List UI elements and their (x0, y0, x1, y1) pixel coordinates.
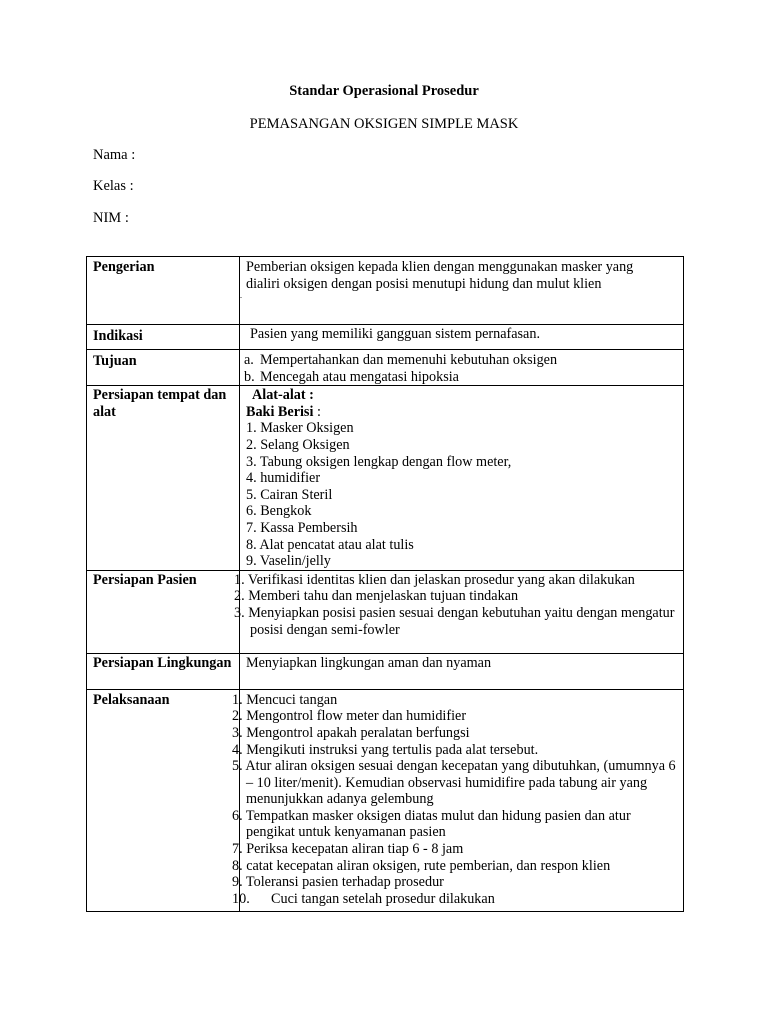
list-item-text: Mempertahankan dan memenuhi kebutuhan oksigen (260, 352, 558, 368)
pasien-list (234, 571, 678, 638)
list-marker: b. (244, 368, 255, 385)
list-item-text: Mencegah atau mengatasi hipoksia (260, 368, 459, 385)
list-item: 1. Mencuci tangan (232, 691, 338, 708)
list-item: 8. Alat pencatat atau alat tulis (246, 536, 414, 553)
row-content-indikasi (240, 325, 684, 350)
list-item: 4. humidifier (246, 470, 321, 487)
document-title: Standar Operasional Prosedur (289, 83, 479, 99)
pelaksanaan-list (232, 691, 678, 908)
list-item: 9. Toleransi pasien terhadap prosedur (232, 874, 444, 891)
row-content-pengertian (240, 257, 684, 325)
list-item: 6. Bengkok (246, 503, 312, 520)
row-label-pengertian: Pengerian (87, 257, 240, 325)
list-item: 4. Mengikuti instruksi yang tertulis pada alat tersebut. (232, 741, 539, 758)
pengertian-text: Pemberian oksigen kepada klien dengan menggunakan masker yang dialiri oksigen dengan posisi menutupi hidung dan mulut klien (246, 259, 634, 292)
table-row (87, 350, 684, 386)
list-item: 1. Masker Oksigen (246, 420, 354, 437)
list-item: 8. catat kecepatan aliran oksigen, rute pemberian, dan respon klien (232, 857, 611, 874)
pengertian-dot: . (240, 291, 242, 301)
list-item: 2. Selang Oksigen (246, 436, 350, 453)
list-item (244, 368, 678, 386)
alat-list (246, 420, 678, 569)
row-label-persiapan-lingkungan: Persiapan Lingkungan (87, 653, 240, 689)
list-item: 3. Tabung oksigen lengkap dengan flow meter, (246, 453, 512, 470)
table-row (87, 386, 684, 571)
row-label-pelaksanaan: Pelaksanaan (87, 689, 240, 911)
lingkungan-text: Menyiapkan lingkungan aman dan nyaman (246, 654, 492, 671)
row-content-pelaksanaan (232, 689, 684, 911)
table-row (87, 325, 684, 350)
list-item: 6. Tempatkan masker oksigen diatas mulut dan hidung pasien dan atur pengikat untuk kenyamanan pasien (232, 807, 631, 841)
baki-colon: : (313, 403, 321, 420)
baki-berisi (246, 404, 678, 421)
list-item: 7. Periksa kecepatan aliran tiap 6 - 8 jam (232, 841, 464, 858)
document-subtitle: PEMASANGAN OKSIGEN SIMPLE MASK (249, 116, 519, 132)
baki-subheading: Baki Berisi (246, 403, 314, 420)
row-label-tujuan: Tujuan (87, 350, 240, 386)
list-item: 10. Cuci tangan setelah prosedur dilakukan (232, 890, 495, 907)
list-marker: a. (244, 352, 254, 368)
table-row (87, 257, 684, 325)
list-item: 7. Kassa Pembersih (246, 519, 358, 536)
list-item: 5. Atur aliran oksigen sesuai dengan kecepatan yang dibutuhkan, (umumnya 6 – 10 liter/menit). Kemudian observasi humidifire pada tabung air yang menunjukkan adanya gelembung (232, 758, 676, 808)
table-row (87, 689, 684, 911)
tujuan-list (246, 352, 678, 385)
row-content-persiapan-lingkungan (240, 653, 684, 689)
list-item: 1. Verifikasi identitas klien dan jelaskan prosedur yang akan dilakukan (234, 571, 635, 588)
table-row (87, 570, 684, 653)
indikasi-text: Pasien yang memiliki gangguan sistem pernafasan. (250, 326, 540, 342)
list-item: 3. Menyiapkan posisi pasien sesuai dengan kebutuhan yaitu dengan mengatur posisi dengan semi-fowler (234, 604, 675, 638)
list-item: 2. Memberi tahu dan menjelaskan tujuan tindakan (234, 588, 519, 605)
sop-table (86, 256, 684, 912)
row-label-persiapan-pasien: Persiapan Pasien (87, 570, 240, 653)
list-item: 9. Vaselin/jelly (246, 553, 331, 570)
row-label-persiapan-alat: Persiapan tempat dan alat (87, 386, 240, 571)
table-row (87, 653, 684, 689)
row-label-indikasi: Indikasi (87, 325, 240, 350)
list-item: 5. Cairan Steril (246, 486, 333, 503)
list-item: 2. Mengontrol flow meter dan humidifier (232, 708, 467, 725)
field-nama: Nama : (93, 147, 136, 163)
list-item (244, 352, 678, 369)
alat-heading: Alat-alat : (252, 387, 314, 404)
row-content-persiapan-alat (240, 386, 684, 571)
field-nim: NIM : (93, 210, 129, 226)
list-item: 3. Mengontrol apakah peralatan berfungsi (232, 724, 470, 741)
row-content-tujuan (240, 350, 684, 386)
row-content-persiapan-pasien (234, 570, 684, 653)
field-kelas: Kelas : (93, 178, 134, 194)
